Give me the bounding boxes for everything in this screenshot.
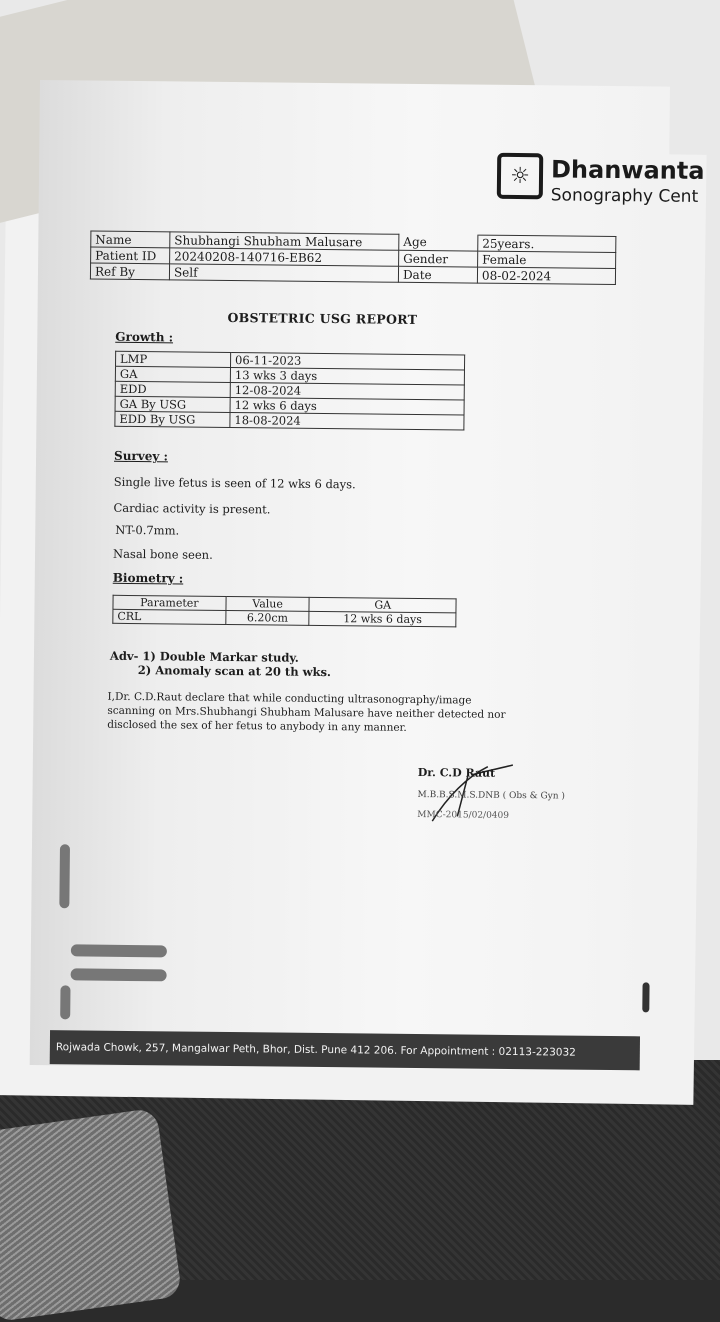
footer-address: Rojwada Chowk, 257, Mangalwar Peth, Bhor, Dist. Pune 412 206. For Appointment : 02113-223032 bbox=[50, 1030, 640, 1070]
growth-label: EDD bbox=[115, 381, 230, 397]
survey-line-nasal: Nasal bone seen. bbox=[112, 546, 213, 562]
report-page bbox=[30, 80, 705, 1072]
clinic-subtitle: Sonography Cent bbox=[550, 185, 699, 207]
gender-label: Gender bbox=[399, 250, 478, 267]
patient-gender: Female bbox=[478, 251, 616, 268]
column-header: Parameter bbox=[113, 595, 226, 610]
declaration-line-1: I,Dr. C.D.Raut declare that while conducting ultrasonography/image bbox=[107, 690, 472, 707]
declaration-line-3: disclosed the sex of her fetus to anybody in any manner. bbox=[107, 718, 407, 734]
patient-id-label: Patient ID bbox=[91, 247, 170, 264]
page-edge-mark bbox=[642, 982, 649, 1012]
binder-rod bbox=[59, 844, 70, 908]
fabric-corner bbox=[0, 1108, 182, 1322]
growth-value: 12-08-2024 bbox=[230, 383, 464, 400]
growth-value: 13 wks 3 days bbox=[230, 368, 464, 385]
binder-rod bbox=[71, 944, 167, 957]
declaration-line-2: scanning on Mrs.Shubhangi Shubham Malusare have neither detected nor bbox=[107, 704, 506, 721]
report-date: 08-02-2024 bbox=[477, 267, 615, 284]
growth-value: 12 wks 6 days bbox=[230, 398, 464, 415]
growth-label: GA bbox=[115, 366, 230, 382]
ref-by: Self bbox=[169, 264, 398, 282]
doctor-registration: MMC-2015/02/0409 bbox=[417, 809, 510, 821]
patient-info-table bbox=[90, 231, 616, 286]
growth-label: GA By USG bbox=[115, 396, 230, 412]
biometry-heading: Biometry : bbox=[112, 570, 184, 586]
patient-id: 20240208-140716-EB62 bbox=[170, 248, 399, 266]
ref-by-label: Ref By bbox=[90, 263, 169, 280]
clinic-name: Dhanwanta bbox=[550, 155, 705, 185]
binder-rod bbox=[60, 985, 70, 1019]
growth-heading: Growth : bbox=[115, 329, 174, 345]
biometry-table bbox=[112, 595, 456, 628]
report-title: OBSTETRIC USG REPORT bbox=[227, 309, 418, 327]
survey-line-fetus: Single live fetus is seen of 12 wks 6 days. bbox=[113, 474, 356, 492]
binder-rod bbox=[71, 968, 167, 981]
growth-label: LMP bbox=[116, 351, 231, 367]
doctor-qualification: M.B.B.S.M.S.DNB ( Obs & Gyn ) bbox=[417, 789, 565, 802]
growth-value: 18-08-2024 bbox=[230, 413, 464, 430]
age-label: Age bbox=[399, 234, 478, 251]
survey-line-nt: NT-0.7mm. bbox=[115, 522, 180, 538]
growth-table bbox=[114, 351, 465, 431]
name-label: Name bbox=[91, 231, 170, 248]
clinic-logo bbox=[497, 153, 705, 225]
biometry-value: 6.20cm bbox=[226, 610, 310, 625]
column-header: GA bbox=[309, 597, 456, 613]
table-row bbox=[113, 609, 456, 627]
advice-line-1: Adv- 1) Double Markar study. bbox=[109, 648, 299, 665]
survey-heading: Survey : bbox=[113, 448, 169, 464]
date-label: Date bbox=[398, 266, 477, 283]
biometry-ga: 12 wks 6 days bbox=[309, 611, 456, 627]
patient-name: Shubhangi Shubham Malusare bbox=[170, 232, 399, 250]
patient-age: 25years. bbox=[478, 235, 616, 252]
logo-emblem-icon: ☼ bbox=[497, 153, 543, 199]
biometry-parameter: CRL bbox=[113, 609, 226, 624]
table-row bbox=[115, 411, 464, 430]
doctor-name: Dr. C.D Raut bbox=[417, 765, 496, 780]
growth-label: EDD By USG bbox=[115, 411, 230, 427]
growth-value: 06-11-2023 bbox=[230, 353, 464, 370]
column-header: Value bbox=[226, 596, 310, 611]
survey-line-cardiac: Cardiac activity is present. bbox=[113, 500, 271, 517]
advice-line-2: 2) Anomaly scan at 20 th wks. bbox=[137, 663, 332, 680]
